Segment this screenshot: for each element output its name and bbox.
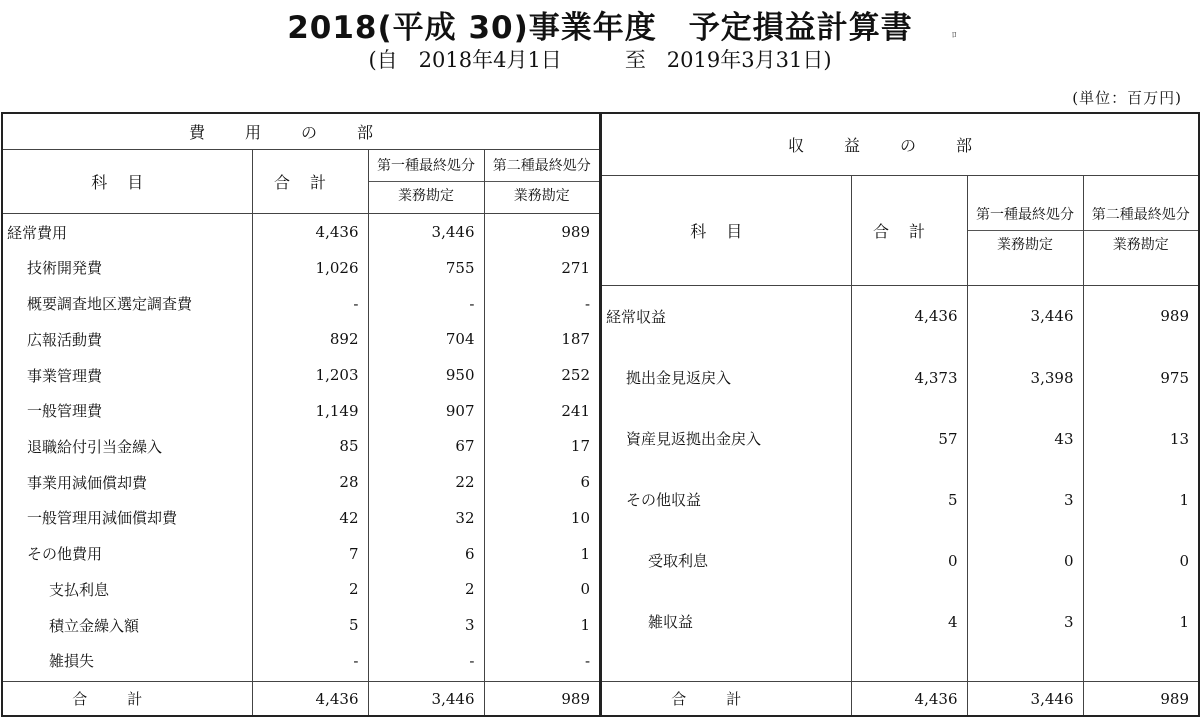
table-row — [2, 357, 600, 393]
second-account-cell: 271 — [484, 250, 600, 286]
row-label: 雑収益 — [601, 591, 851, 652]
table-row — [601, 591, 1199, 652]
first-account-cell: 950 — [368, 357, 484, 393]
expenses-table — [1, 112, 601, 717]
total-cell: 1,149 — [252, 393, 368, 429]
expenses-section-header: 費用の部 — [2, 113, 600, 150]
col-header-total: 合計 — [252, 150, 368, 214]
table-row — [601, 469, 1199, 530]
total-cell: 4,436 — [252, 682, 368, 717]
total-cell: 5 — [851, 469, 967, 530]
second-account-cell: 13 — [1083, 408, 1199, 469]
fiscal-period — [0, 44, 1200, 74]
second-account-cell: 187 — [484, 321, 600, 357]
total-cell: 2 — [252, 571, 368, 607]
title-mark: ﾛ — [952, 31, 957, 41]
row-label: 一般管理用減価償却費 — [2, 500, 252, 536]
first-account-cell: 704 — [368, 321, 484, 357]
table-row — [2, 536, 600, 572]
second-account-cell: 1 — [1083, 591, 1199, 652]
second-account-cell: 989 — [484, 214, 600, 250]
first-account-cell: 3,398 — [967, 347, 1083, 408]
row-label: その他収益 — [601, 469, 851, 530]
row-label: 広報活動費 — [2, 321, 252, 357]
first-account-cell: 3,446 — [967, 285, 1083, 347]
table-row — [2, 393, 600, 429]
second-account-cell: 0 — [1083, 530, 1199, 591]
row-label: 経常費用 — [2, 214, 252, 250]
total-cell: 1,203 — [252, 357, 368, 393]
table-row — [601, 285, 1199, 347]
col-header-total: 合計 — [851, 176, 967, 285]
row-label: 積立金繰入額 — [2, 607, 252, 643]
row-label: 退職給付引当金繰入 — [2, 429, 252, 465]
second-account-cell: 975 — [1083, 347, 1199, 408]
row-label: 支払利息 — [2, 571, 252, 607]
total-cell: 4,436 — [252, 214, 368, 250]
row-label: 資産見返拠出金戻入 — [601, 408, 851, 469]
second-account-cell: 1 — [1083, 469, 1199, 530]
total-cell: 4,436 — [851, 285, 967, 347]
second-account-cell: 10 — [484, 500, 600, 536]
table-row — [2, 250, 600, 286]
row-label: 受取利息 — [601, 530, 851, 591]
revenue-section-header: 収益の部 — [601, 113, 1199, 176]
first-account-cell: 3 — [967, 591, 1083, 652]
row-label: 拠出金見返戻入 — [601, 347, 851, 408]
total-cell: 57 — [851, 408, 967, 469]
total-second-cell: 989 — [484, 682, 600, 717]
row-label: 経常収益 — [601, 285, 851, 347]
col-header-item: 科目 — [2, 150, 252, 214]
first-account-cell: 3,446 — [368, 214, 484, 250]
table-row — [2, 429, 600, 465]
second-account-cell: 1 — [484, 536, 600, 572]
first-account-cell: 2 — [368, 571, 484, 607]
table-row — [2, 286, 600, 322]
table-row — [601, 408, 1199, 469]
row-label: その他費用 — [2, 536, 252, 572]
total-cell: 7 — [252, 536, 368, 572]
first-account-cell: 3 — [368, 607, 484, 643]
first-account-cell: - — [368, 643, 484, 679]
table-row — [601, 530, 1199, 591]
total-second-cell: 989 — [1083, 682, 1199, 717]
total-cell: 1,026 — [252, 250, 368, 286]
first-account-cell: 22 — [368, 464, 484, 500]
total-first-cell: 3,446 — [967, 682, 1083, 717]
col-header-second: 第二種最終処分 業務勘定 — [484, 150, 600, 214]
first-account-cell: 32 — [368, 500, 484, 536]
col-header-first: 第一種最終処分 業務勘定 — [967, 176, 1083, 285]
second-account-cell: - — [484, 286, 600, 322]
table-row — [2, 500, 600, 536]
first-account-cell: 6 — [368, 536, 484, 572]
table-row — [2, 321, 600, 357]
first-account-cell: 67 — [368, 429, 484, 465]
total-cell: 4 — [851, 591, 967, 652]
total-cell: 85 — [252, 429, 368, 465]
second-account-cell: 0 — [484, 571, 600, 607]
total-cell: 28 — [252, 464, 368, 500]
total-cell: - — [252, 286, 368, 322]
row-label: 事業管理費 — [2, 357, 252, 393]
row-label: 事業用減価償却費 — [2, 464, 252, 500]
first-account-cell: 0 — [967, 530, 1083, 591]
second-account-cell: - — [484, 643, 600, 679]
row-label: 雑損失 — [2, 643, 252, 679]
col-header-first: 第一種最終処分 業務勘定 — [368, 150, 484, 214]
table-row — [2, 464, 600, 500]
row-label: 技術開発費 — [2, 250, 252, 286]
total-cell: 4,436 — [851, 682, 967, 717]
row-label: 概要調査地区選定調査費 — [2, 286, 252, 322]
second-account-cell: 17 — [484, 429, 600, 465]
second-account-cell: 989 — [1083, 285, 1199, 347]
page-title: 2018(平成 30)事業年度 予定損益計算書 — [287, 10, 913, 46]
table-row — [2, 214, 600, 250]
first-account-cell: 907 — [368, 393, 484, 429]
second-account-cell: 6 — [484, 464, 600, 500]
revenue-table — [600, 112, 1200, 717]
total-first-cell: 3,446 — [368, 682, 484, 717]
total-cell: 4,373 — [851, 347, 967, 408]
first-account-cell: 3 — [967, 469, 1083, 530]
second-account-cell: 252 — [484, 357, 600, 393]
col-header-second: 第二種最終処分 業務勘定 — [1083, 176, 1199, 285]
period-end: 至 2019年3月31日) — [624, 48, 832, 72]
table-row — [601, 347, 1199, 408]
row-label: 一般管理費 — [2, 393, 252, 429]
first-account-cell: 43 — [967, 408, 1083, 469]
unit-note: (単位：百万円) — [1072, 89, 1182, 107]
total-cell: - — [252, 643, 368, 679]
total-label: 合計 — [2, 682, 252, 717]
table-row — [2, 571, 600, 607]
table-row — [2, 643, 600, 679]
total-cell: 5 — [252, 607, 368, 643]
table-row — [2, 607, 600, 643]
col-header-item: 科目 — [601, 176, 851, 285]
period-start: (自 2018年4月1日 — [368, 48, 562, 72]
second-account-cell: 241 — [484, 393, 600, 429]
first-account-cell: 755 — [368, 250, 484, 286]
total-cell: 0 — [851, 530, 967, 591]
total-cell: 892 — [252, 321, 368, 357]
second-account-cell: 1 — [484, 607, 600, 643]
total-cell: 42 — [252, 500, 368, 536]
first-account-cell: - — [368, 286, 484, 322]
total-label: 合計 — [601, 682, 851, 717]
